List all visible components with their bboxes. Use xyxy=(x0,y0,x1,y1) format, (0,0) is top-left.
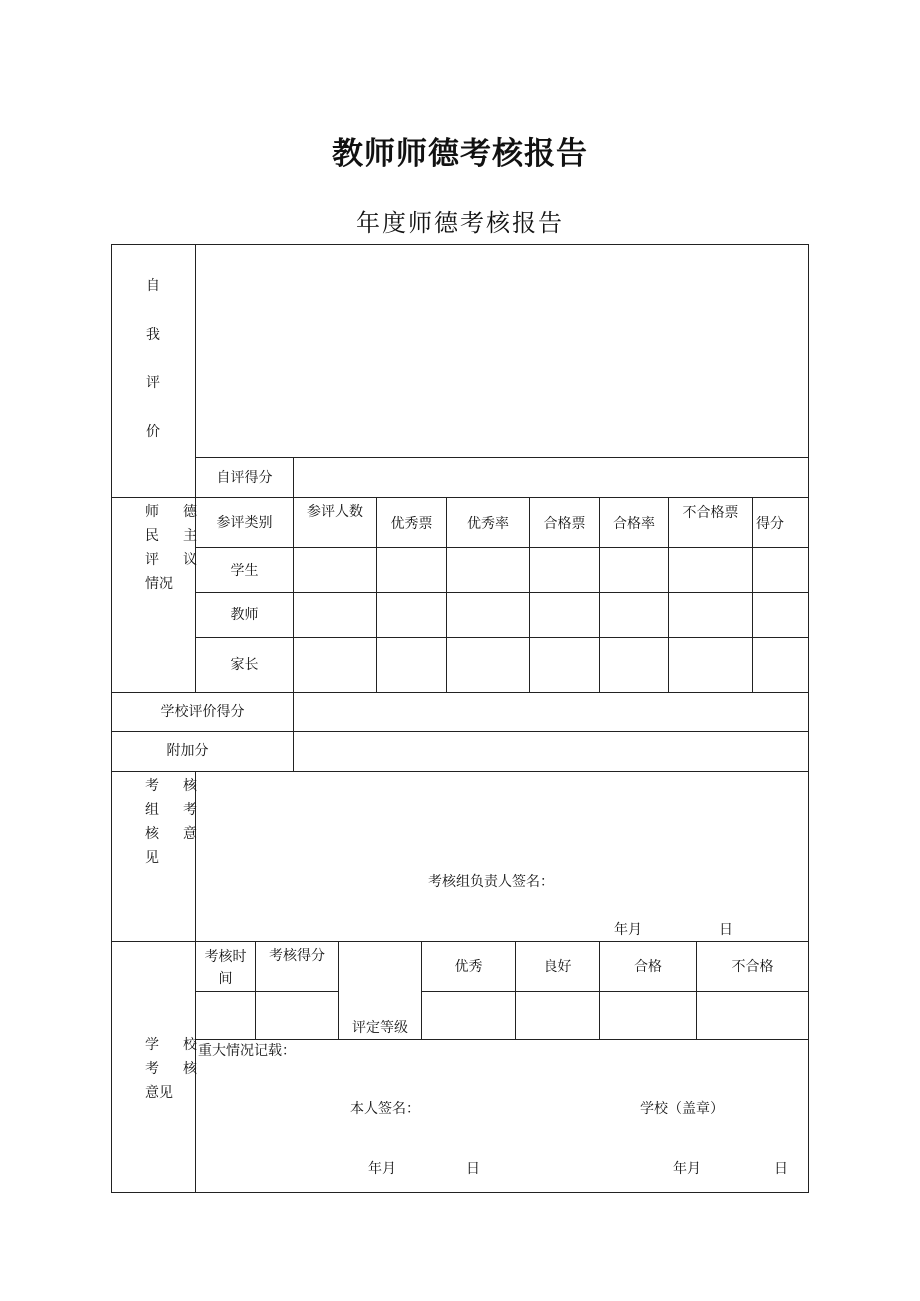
col-header: 参评类别 xyxy=(216,515,273,531)
bonus-label: 附加分 xyxy=(166,743,209,759)
col-header: 不合格票 xyxy=(682,505,739,521)
page-title: 教师师德考核报告 xyxy=(332,136,588,172)
row-divider xyxy=(421,991,809,992)
row-divider xyxy=(111,941,809,942)
row-label-teachers: 教师 xyxy=(230,607,259,623)
self-eval-label-char: 我 xyxy=(146,327,160,343)
col-divider xyxy=(599,941,600,1039)
row-divider xyxy=(111,771,809,772)
self-signature-label: 本人签名： xyxy=(350,1101,420,1117)
self-date-day: 日 xyxy=(466,1161,480,1177)
self-eval-label-char: 价 xyxy=(146,424,160,440)
row-divider xyxy=(111,731,809,732)
exam-time-label: 考核时 间 xyxy=(204,949,247,987)
page-subtitle: 年度师德考核报告 xyxy=(356,209,564,237)
table-border-right xyxy=(808,244,809,1193)
school-date-year-month: 年月 xyxy=(673,1161,701,1177)
col-divider xyxy=(668,497,669,693)
row-divider xyxy=(195,547,809,548)
self-score-label: 自评得分 xyxy=(216,470,273,486)
bonus-input[interactable] xyxy=(295,733,807,770)
row-divider xyxy=(195,1039,809,1040)
col-header: 合格票 xyxy=(543,516,586,532)
peer-eval-label: 师 德 民 主 评 议 情况 xyxy=(145,504,197,592)
self-eval-label-char: 评 xyxy=(146,375,160,391)
table-border-top xyxy=(111,244,809,245)
self-score-input[interactable] xyxy=(295,459,807,496)
col-header: 优秀票 xyxy=(390,516,433,532)
row-divider xyxy=(195,592,809,593)
col-divider xyxy=(421,941,422,1039)
grade-option-excellent[interactable]: 优秀 xyxy=(454,959,483,975)
major-events-label: 重大情况记载： xyxy=(198,1043,296,1059)
col-divider xyxy=(293,692,294,772)
row-divider xyxy=(111,497,809,498)
grade-label: 评定等级 xyxy=(352,1020,408,1036)
row-label-parents: 家长 xyxy=(230,657,259,673)
committee-signature: 考核组负责人签名： xyxy=(428,874,554,890)
grade-option-fail[interactable]: 不合格 xyxy=(731,959,774,975)
school-seal-label: 学校（盖章） xyxy=(640,1101,724,1117)
col-divider xyxy=(195,244,196,498)
row-label-students: 学生 xyxy=(230,563,259,579)
col-header: 合格率 xyxy=(613,516,655,532)
committee-date-year-month: 年月 xyxy=(614,922,642,938)
self-eval-textarea[interactable] xyxy=(197,246,807,456)
col-divider xyxy=(293,497,294,693)
col-divider xyxy=(696,941,697,1039)
grade-option-pass[interactable]: 合格 xyxy=(634,959,662,975)
col-divider xyxy=(293,457,294,498)
row-divider xyxy=(195,991,339,992)
table-border-bottom xyxy=(111,1192,809,1193)
grade-option-good[interactable]: 良好 xyxy=(543,959,572,975)
row-divider xyxy=(111,692,809,693)
school-date-day: 日 xyxy=(774,1161,788,1177)
school-score-label: 学校评价得分 xyxy=(160,704,245,720)
committee-date-day: 日 xyxy=(719,922,733,938)
row-divider xyxy=(195,637,809,638)
committee-label: 考 核 组 考 核 意 见 xyxy=(145,778,197,866)
school-opinion-label: 学 校 考 核 意见 xyxy=(145,1037,197,1101)
school-score-input[interactable] xyxy=(295,694,807,730)
row-divider xyxy=(195,457,809,458)
self-date-year-month: 年月 xyxy=(368,1161,396,1177)
col-header: 参评人数 xyxy=(307,504,363,520)
self-eval-label-char: 自 xyxy=(146,278,160,294)
exam-score-label: 考核得分 xyxy=(269,948,325,964)
col-header: 得分 xyxy=(756,516,784,532)
col-divider xyxy=(515,941,516,1039)
col-header: 优秀率 xyxy=(467,516,509,532)
